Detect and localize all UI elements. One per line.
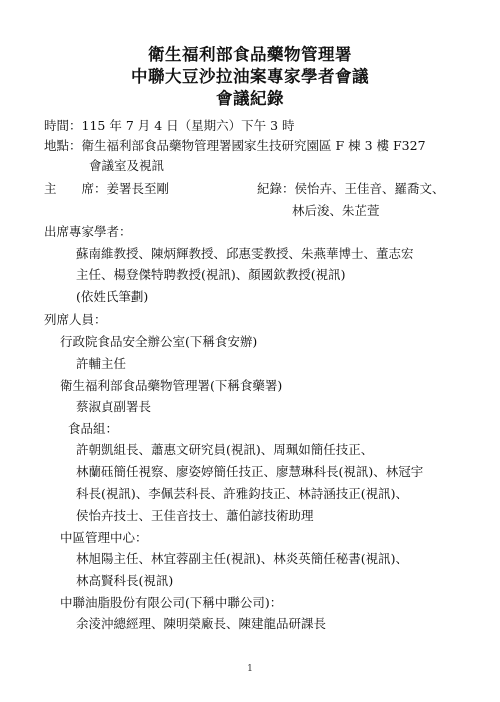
document-title	[0, 44, 500, 110]
group-name: 食品組：	[68, 421, 119, 436]
meeting-chair	[44, 180, 169, 198]
location-value-line1: 衛生福利部食品藥物管理署國家生技研究園區 F 棟 3 樓 F327	[81, 138, 426, 153]
org-name: 行政院食品安全辦公室(下稱食安辦)	[60, 334, 258, 349]
org-members: 蔡淑貞副署長	[76, 399, 152, 414]
chair-value: 姜署長至剛	[106, 181, 170, 196]
location-value-line2: 會議室及視訊	[89, 158, 165, 173]
org-name: 衛生福利部食品藥物管理署(下稱食藥署)	[60, 378, 283, 393]
minutes-title: 會議紀錄	[216, 89, 284, 108]
meeting-title: 中聯大豆沙拉油案專家學者會議	[131, 67, 369, 86]
group-name: 中區管理中心：	[60, 530, 148, 545]
group-members: 林旭陽主任、林宜蓉副主任(視訊)、林炎英簡任秘書(視訊)、	[76, 551, 409, 566]
recorder-value-line2: 林后浚、朱芷萱	[292, 203, 380, 218]
agency-title: 衛生福利部食品藥物管理署	[148, 45, 352, 64]
experts-line: 蘇南維教授、陳炳輝教授、邱惠雯教授、朱燕華博士、董志宏	[76, 246, 414, 261]
location-label: 地點：	[44, 138, 82, 153]
org-members: 許輔主任	[76, 356, 127, 371]
group-members: 科長(視訊)、李佩芸科長、許雅鈞技正、林詩涵技正(視訊)、	[76, 486, 409, 501]
experts-heading: 出席專家學者：	[44, 224, 132, 239]
meeting-time	[44, 117, 295, 135]
meeting-location	[44, 137, 426, 155]
experts-line: 主任、楊登傑特聘教授(視訊)、顏國欽教授(視訊)	[76, 267, 346, 282]
time-value: 115 年 7 月 4 日（星期六）下午 3 時	[81, 118, 295, 133]
time-label: 時間：	[44, 118, 82, 133]
page-number: 1	[247, 664, 253, 674]
recorder-value-line1: 侯怡卉、王佳音、羅喬文、	[294, 181, 445, 196]
recorder-label: 紀錄：	[257, 181, 295, 196]
attendees-heading: 列席人員：	[44, 312, 107, 327]
group-members: 侯怡卉技士、王佳音技士、蕭伯諺技術助理	[76, 508, 314, 523]
experts-order-note: (依姓氏筆劃)	[76, 289, 149, 304]
meeting-recorder	[257, 180, 445, 198]
group-members: 林蘭砡簡任視察、廖姿婷簡任技正、廖慧琳科長(視訊)、林冠宇	[76, 464, 424, 479]
group-members: 許朝凱組長、蕭惠文研究員(視訊)、周珮如簡任技正、	[76, 442, 374, 457]
org-members: 余淩沖總經理、陳明榮廠長、陳建龍品研課長	[76, 616, 327, 631]
chair-label: 主 席：	[44, 181, 107, 196]
org-name: 中聯油脂股份有限公司(下稱中聯公司)：	[60, 595, 283, 610]
group-members: 林高賢科長(視訊)	[76, 573, 174, 588]
